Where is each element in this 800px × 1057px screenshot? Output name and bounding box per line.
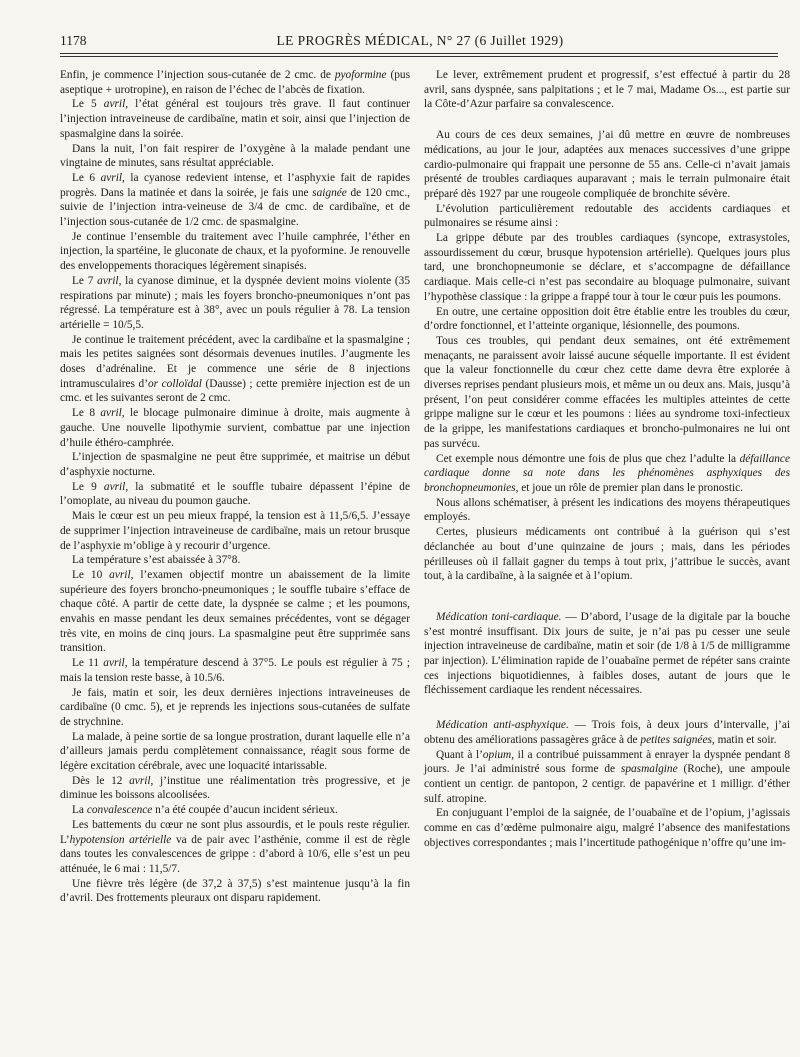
text-run: En conjuguant l’emploi de la saignée, de l’ouabaïne et de l’opium, j’agissais comme en cas d’œdème pulmonaire aigu, malgré l’absence des manifestations objectives correspondantes ; mais l’incertitude pathogénique n’offre qu’une im- xyxy=(424,807,790,849)
right-column xyxy=(424,68,790,850)
paragraph xyxy=(424,128,790,202)
text-run: Nous allons schématiser, à présent les indications des moyens thérapeutiques employés. xyxy=(424,496,790,524)
paragraph xyxy=(424,525,790,584)
text-run: Le 5 xyxy=(72,98,104,111)
text-run: La malade, à peine sortie de sa longue prostration, durant laquelle elle n’a d’ailleurs jamais perdu complètement connaissance, réagit sous forme de légère excitation cérébrale, avec une loquacité intarissable. xyxy=(60,730,410,773)
left-column xyxy=(60,68,410,906)
paragraph xyxy=(60,686,410,730)
text-run: Le 6 xyxy=(72,171,101,184)
text-run: Je continue l’ensemble du traitement avec l’huile camphrée, l’éther en injection, la spartéine, le gluconate de chaux, et la pyoformine. Je renouvelle des enveloppements thoraciques légèrement sinapisés. xyxy=(60,230,410,273)
paragraph xyxy=(60,406,410,450)
italic-text: avril xyxy=(100,407,122,420)
text-run: La xyxy=(72,804,87,817)
journal-title: LE PROGRÈS MÉDICAL, N° 27 (6 Juillet 1929) xyxy=(276,33,564,48)
text-run: Les battements du cœur ne sont plus assourdis, et le pouls reste régulier. L’ xyxy=(60,818,410,846)
text-run: (pus aseptique + urotropine), en raison de l’échec de l’abcès de fixation. xyxy=(60,69,410,96)
italic-text: avril xyxy=(97,274,119,287)
paragraph xyxy=(60,803,410,818)
text-run: (Dausse) ; cette première injection est de un cmc. et les suivantes seront de 2 cmc. xyxy=(60,377,410,405)
italic-text: hypotension artérielle xyxy=(69,833,172,846)
text-run: Une fièvre très légère (de 37,2 à 37,5) s’est maintenue jusqu’à la fin d’avril. Des frottements pleuraux ont disparu rapidement. xyxy=(60,877,410,905)
paragraph xyxy=(424,231,790,305)
text-run: — D’abord, l’usage de la digitale par la bouche s’est montré insuffisant. Dix jours de suite, je n’ai pas pu cesser une seule injection intraveineuse de cardibaïne, matin et soir (de 1/8 à 1/5 de milligramme par injection). L’élimination rapide de l’ouabaïne permet de répéter sans crainte ces injections biquotidiennes, à faibles doses, autant de jours que le fléchissement cardiaque les rendent nécessaires. xyxy=(424,610,790,697)
paragraph xyxy=(60,656,410,685)
header-rule-double xyxy=(60,56,778,57)
text-run: , l’état général est toujours très grave. Il faut continuer l’injection intraveineuse de cardibaïne, matin et soir, ainsi que l’injection de spasmalgine dans la soirée. xyxy=(60,98,411,140)
italic-text: or colloïdal xyxy=(147,377,202,390)
italic-text: spasmalgine xyxy=(620,763,678,776)
italic-text: petites saignées xyxy=(640,733,712,746)
italic-text: convalescence xyxy=(86,804,153,817)
paragraph xyxy=(60,230,410,274)
text-run: , la cyanose redevient intense, et l’asphyxie fait de rapides progrès. Dans la matinée et dans la soirée, je fais une xyxy=(60,171,410,199)
text-run: Dans la nuit, l’on fait respirer de l’oxygène à la malade pendant une vingtaine de minutes, sans résultat appréciable. xyxy=(60,142,410,170)
paragraph xyxy=(60,333,410,407)
paragraph xyxy=(60,730,410,774)
text-run: Tous ces troubles, qui pendant deux semaines, ont été extrêmement menaçants, ne paraissent avoir laissé aucune séquelle importante. Il est évident que la valeur fonctionnelle du cœur chez cette dame devra être explorée à diverses reprises pendant plusieurs mois, et même un ou deux ans. Mais, jusqu’à présent, l’on peut considérer comme effacées les multiples atteintes de cette grippe maligne sur le cœur et les poumons : liées au syndrome toxi-infectieux de la grippe, les manifestations cardiaques et broncho-pulmonaires ne lui ont pas survécu. xyxy=(424,334,790,450)
text-run: Le 9 xyxy=(72,480,104,493)
text-run: , et joue un rôle de premier plan dans le pronostic. xyxy=(515,481,744,494)
text-run: Mais le cœur est un peu mieux frappé, la tension est à 11,5/6,5. J’essaye de supprimer l’injection intraveineuse de cardibaïne, mais un retour brusque de l’asphyxie m’oblige à y recourir d’urgence. xyxy=(60,510,410,552)
paragraph xyxy=(60,509,410,553)
italic-text: avril xyxy=(103,480,126,493)
text-run: Je fais, matin et soir, les deux dernières injections intraveineuses de cardibaïne (0 cmc. 5), et je reprends les injections sous-cutanées de sulfate de strychnine. xyxy=(60,686,410,728)
text-run: Certes, plusieurs médicaments ont contribué à la guérison qui s’est déclanchée au bout d’une quinzaine de jours ; mais, dans les périodes périlleuses où il fallait gagner du temps à tout prix, j’attribue le succès, avant tout, à la cardibaïne, à la saignée et à l’opium. xyxy=(424,526,790,583)
text-run: Dès le 12 xyxy=(72,774,130,787)
paragraph xyxy=(60,553,410,568)
text-run: , la température descend à 37°5. Le pouls est régulier à 75 ; mais la tension reste basse, à 10.5/6. xyxy=(60,657,410,684)
text-run: , j’institue une réalimentation très progressive, et je diminue les boissons alcoolisées. xyxy=(60,774,410,802)
text-run: Je continue le traitement précédent, avec la cardibaïne et la spasmalgine ; mais les petites saignées sont désormais devenues inutiles. J’augmente les doses d’adrénaline. Et je commence une série de 8 injections intramusculaires d’ xyxy=(60,333,410,390)
text-run: Le 11 xyxy=(72,657,104,670)
italic-text: pyoformine xyxy=(334,69,387,81)
header-rule xyxy=(60,53,778,54)
text-run: L’injection de spasmalgine ne peut être supprimée, et maitrise un début d’asphyxie nocturne. xyxy=(60,451,410,478)
italic-text: Médication toni-cardiaque. xyxy=(436,610,562,623)
italic-text: Médication anti-asphyxique. xyxy=(436,719,569,732)
text-run: , matin et soir. xyxy=(711,733,777,746)
paragraph xyxy=(424,452,790,496)
paragraph xyxy=(424,305,790,334)
text-run: Le 8 xyxy=(72,407,101,420)
paragraph xyxy=(60,480,410,509)
paragraph xyxy=(424,806,790,850)
paragraph xyxy=(60,142,410,171)
paragraph xyxy=(60,450,410,479)
paragraph xyxy=(60,774,410,803)
paragraph xyxy=(424,748,790,807)
text-run: Le 7 xyxy=(72,274,98,287)
text-run: Le 10 xyxy=(72,568,110,581)
text-run: Au cours de ces deux semaines, j’ai dû mettre en œuvre de nombreuses médications, au jour le jour, adaptées aux menaces successives d’une grippe cardio-pulmonaire qui frappait une personne de 55 ans. Celle-ci n’avait jamais présenté de troubles cardiaques auparavant ; mais le terrain pulmonaire était préparé dès 1927 par une rougeole compliquée de bronchite sévère. xyxy=(424,129,790,200)
text-run: de 120 cmc., suivie de l’injection intra-veineuse de 3/4 de cmc. de cardibaïne, et de l’injection sous-cutanée de 1/2 cmc. de spasmalgine. xyxy=(60,186,410,229)
text-run: , la submatité et le souffle tubaire dépassent l’épine de l’omoplate, au niveau du poumon gauche. xyxy=(60,480,411,508)
italic-text: défaillance cardiaque donne sa note dans les phénomènes asphyxiques des bronchopneumonies xyxy=(424,452,790,494)
text-run: Le lever, extrêmement prudent et progressif, s’est effectué à partir du 28 avril, sans dyspnée, sans palpitations ; et le 7 mai, Madame Os..., est partie sur la Côte-d’Azur parfaire sa convalescence. xyxy=(424,69,790,111)
text-run: La grippe débute par des troubles cardiaques (syncope, extrasystoles, assourdissement du cœur, brusque hypotension artérielle). Quelques jours plus tard, une bronchopneumonie se déclare, et s’accompagne de défaillance cardiaque. Mais celle-ci n’est pas secondaire au bloquage pulmonaire, suivant l’hypothèse classique : la grippe a frappé tour à tour le cœur puis les poumons. xyxy=(424,232,790,303)
italic-text: avril xyxy=(109,568,131,581)
text-run: Enfin, je commence l’injection sous-cutanée de 2 cmc. de xyxy=(60,69,335,81)
paragraph xyxy=(60,97,410,141)
paragraph xyxy=(424,496,790,525)
text-run: Cet exemple nous démontre une fois de plus que chez l’adulte la xyxy=(436,452,740,465)
paragraph xyxy=(60,877,410,906)
text-run: , l’examen objectif montre un abaissement de la limite supérieure des foyers broncho-pneumoniques ; le souffle tubaire s’efface de chaque côté. A partir de cette date, la dyspnée se calme ; et les poumons, envahis en masse pendant les deux semaines précédentes, vont se dégager très vite, en moins de cinq jours. La spasmalgine peut être supprimée sans transition. xyxy=(60,568,410,655)
running-header xyxy=(60,33,780,51)
text-run: , la cyanose diminue, et la dyspnée devient moins violente (35 respirations par minute) ; mais les foyers broncho-pneumoniques n’ont pas régressé. La température est à 38°, avec un pouls régulier à 78. La tension artérielle = 10/5,5. xyxy=(60,274,410,331)
text-run: , le blocage pulmonaire diminue à droite, mais augmente à gauche. Une nouvelle lipothymie survient, combattue par une injection d’huile éthéro-camphrée. xyxy=(60,407,411,449)
text-run: — Trois fois, à deux jours d’intervalle, j’ai obtenu des améliorations passagères grâce à de xyxy=(424,719,790,746)
paragraph xyxy=(60,568,410,656)
text-run: En outre, une certaine opposition doit être établie entre les troubles du cœur, d’ordre fonctionnel, et l’atteinte organique, lésionnelle, des poumons. xyxy=(424,305,790,333)
text-run: n’a été coupée d’aucun incident sérieux. xyxy=(152,804,338,817)
paragraph xyxy=(424,718,790,747)
italic-text: avril xyxy=(103,657,125,670)
page-number: 1178 xyxy=(60,33,87,48)
italic-text: avril xyxy=(100,171,123,184)
paragraph xyxy=(60,818,410,877)
paragraph xyxy=(424,68,790,112)
italic-text: avril xyxy=(129,774,151,787)
text-run: , il a contribué puissamment à enrayer la dyspnée pendant 8 jours. Je l’ai administré sous forme de xyxy=(424,748,791,776)
paragraph xyxy=(424,610,790,698)
italic-text: opium xyxy=(482,748,512,761)
text-run: La température s’est abaissée à 37°8. xyxy=(72,554,241,567)
paragraph xyxy=(424,202,790,231)
paragraph xyxy=(60,171,410,230)
italic-text: saignée xyxy=(312,186,347,199)
paragraph xyxy=(60,274,410,333)
text-run: (Roche), une ampoule contient un centigr. de pantopon, 2 centigr. de papavérine et 1 milligr. d’éther sulf. atropine. xyxy=(424,763,790,805)
text-run: va de pair avec l’asthénie, comme il est de règle dans toutes les convalescences de grippe : d’abord à 10/6, elle s’est un peu atténuée, le 6 mai : 11,5/7. xyxy=(60,833,410,875)
text-run: Quant à l’ xyxy=(436,748,483,761)
paragraph xyxy=(424,334,790,452)
italic-text: avril xyxy=(103,98,126,111)
paragraph xyxy=(60,68,410,97)
text-run: L’évolution particulièrement redoutable des accidents cardiaques et pulmonaires se résume ainsi : xyxy=(424,202,790,230)
